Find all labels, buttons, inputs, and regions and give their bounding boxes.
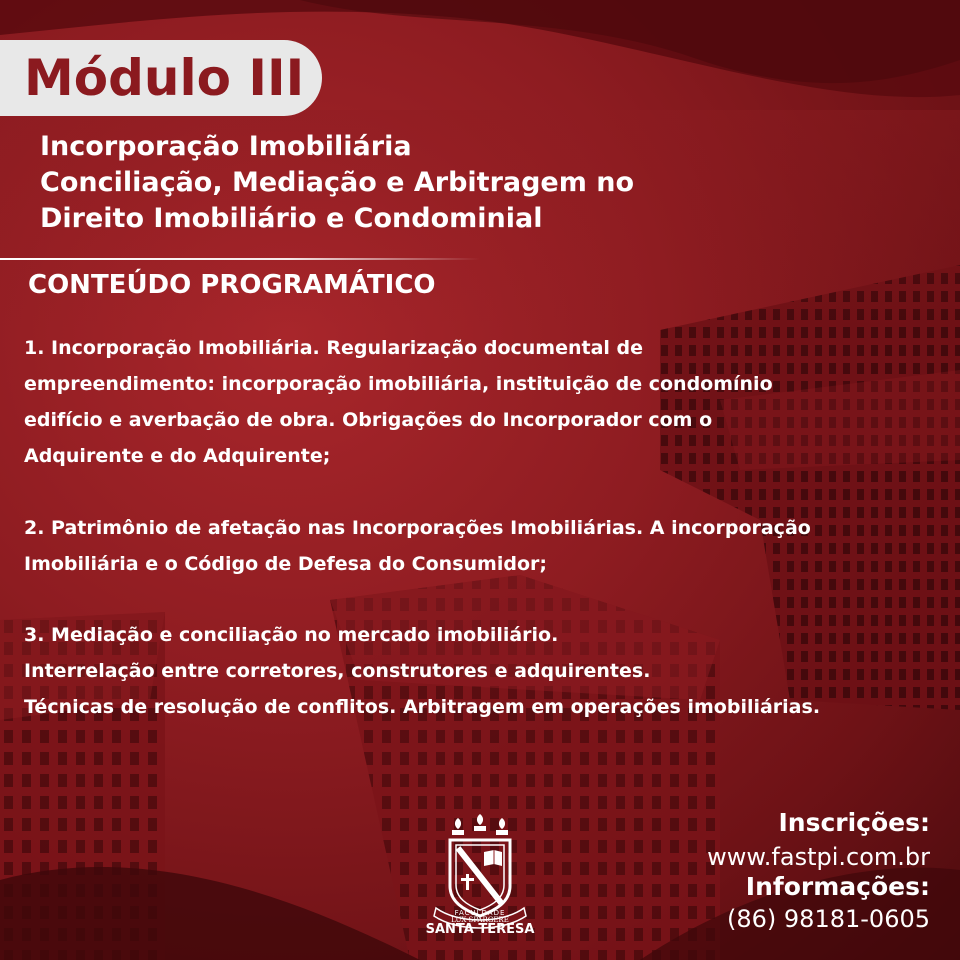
- phone-number[interactable]: (86) 98181-0605: [727, 905, 930, 933]
- item-2-line-2: Imobiliária e o Código de Defesa do Consumidor;: [24, 553, 547, 575]
- module-title: Módulo III: [24, 49, 305, 107]
- item-3-line-1: 3. Mediação e conciliação no mercado imobiliário.: [24, 624, 559, 646]
- item-3-line-2: Interrelação entre corretores, construtores e adquirentes.: [24, 660, 651, 682]
- website-link[interactable]: www.fastpi.com.br: [707, 843, 930, 871]
- item-1-line-1: 1. Incorporação Imobiliária. Regularização documental de: [24, 337, 644, 359]
- logo-name: SANTA TERESA: [425, 922, 535, 937]
- inscricoes-label: Inscrições:: [778, 808, 930, 837]
- logo-motto: LUX SPARGERE: [451, 916, 509, 924]
- subtitle-line-1: Incorporação Imobiliária: [40, 131, 412, 162]
- item-1-line-3: edifício e averbação de obra. Obrigações do Incorporador com o: [24, 409, 713, 431]
- section-title: CONTEÚDO PROGRAMÁTICO: [28, 270, 436, 300]
- item-2-line-1: 2. Patrimônio de afetação nas Incorporações Imobiliárias. A incorporação: [24, 517, 811, 539]
- logo-faculty-label: FACULDADE: [454, 909, 506, 917]
- section-divider: [0, 258, 480, 260]
- subtitle-line-3: Direito Imobiliário e Condominial: [40, 203, 543, 234]
- item-1-line-4: Adquirente e do Adquirente;: [24, 445, 331, 467]
- informacoes-label: Informações:: [745, 872, 930, 901]
- item-1-line-2: empreendimento: incorporação imobiliária, instituição de condomínio: [24, 373, 773, 395]
- item-3-line-3: Técnicas de resolução de conflitos. Arbitragem em operações imobiliárias.: [24, 696, 821, 718]
- subtitle-line-2: Conciliação, Mediação e Arbitragem no: [40, 167, 635, 198]
